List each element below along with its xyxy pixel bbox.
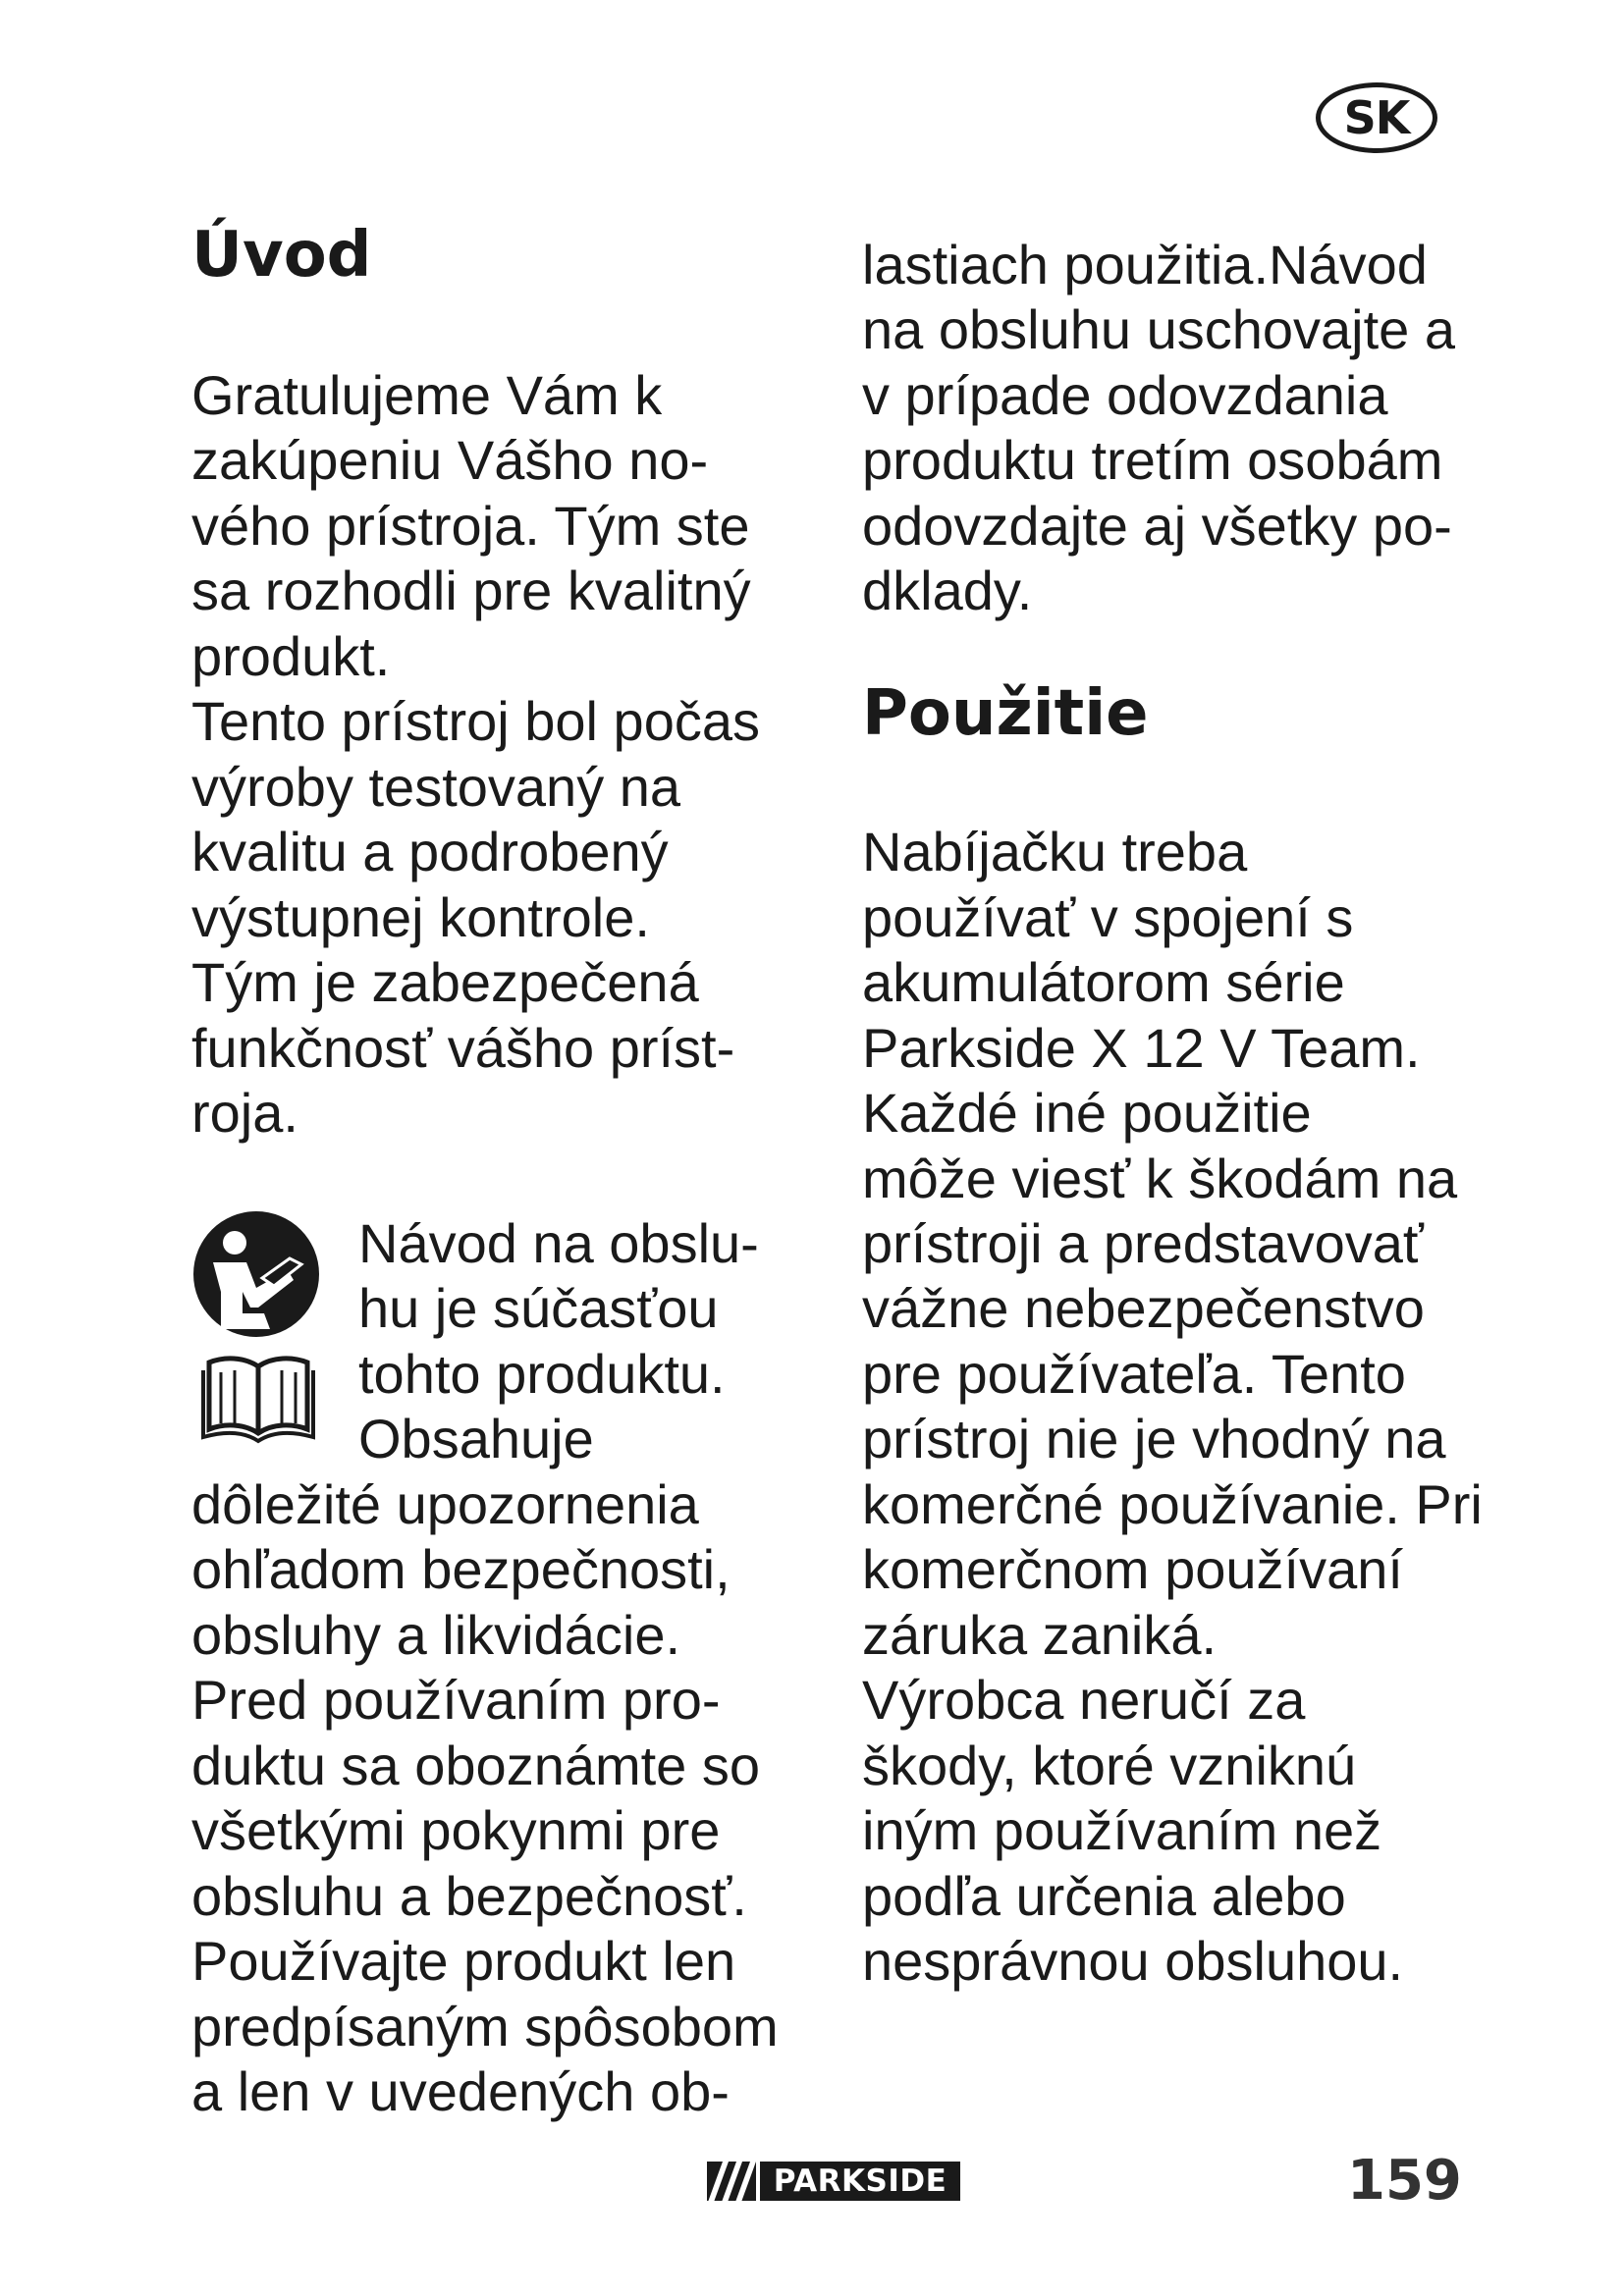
text-line: obsluhu a bezpečnosť.	[191, 1865, 747, 1927]
text-line: všetkými pokynmi pre	[191, 1799, 721, 1861]
text-line: dklady.	[862, 560, 1033, 621]
text-line: Každé iné použitie	[862, 1082, 1312, 1144]
text-line: môže viesť k škodám na	[862, 1148, 1458, 1209]
text-line: Nabíjačku treba	[862, 821, 1248, 882]
text-line: na obsluhu uschovajte a	[862, 298, 1455, 360]
text-line: lastiach použitia.Návod	[862, 234, 1428, 295]
text-line: podľa určenia alebo	[862, 1865, 1346, 1927]
text-line: obsluhy a likvidácie.	[191, 1604, 681, 1666]
text-line: Tento prístroj bol počas	[191, 690, 760, 752]
text-line: sa rozhodli pre kvalitný	[191, 560, 751, 621]
text-line: Výrobca neručí za	[862, 1669, 1306, 1731]
text-line: Gratulujeme Vám k	[191, 364, 663, 426]
text-line: komerčné používanie. Pri	[862, 1473, 1483, 1535]
text-line: vého prístroja. Tým ste	[191, 495, 750, 557]
text-line: ohľadom bezpečnosti,	[191, 1538, 731, 1600]
open-book-icon	[199, 1347, 317, 1445]
text-line: dôležité upozornenia	[191, 1473, 699, 1535]
text-line: a len v uvedených ob-	[191, 2060, 730, 2122]
text-line: hu je súčasťou	[358, 1277, 719, 1339]
text-line: akumulátorom série	[862, 951, 1345, 1013]
text-line: odovzdajte aj všetky po-	[862, 495, 1452, 557]
text-line: produktu tretím osobám	[862, 429, 1443, 491]
text-line: tohto produktu.	[358, 1343, 726, 1405]
text-line: Tým je zabezpečená	[191, 951, 699, 1013]
text-line: používať v spojení s	[862, 886, 1354, 948]
text-line: produkt.	[191, 625, 391, 687]
text-line: Návod na obslu-	[358, 1212, 759, 1274]
page-number: 159	[1347, 2149, 1462, 2213]
heading-usage: Použitie	[862, 677, 1149, 750]
text-line: nesprávnou obsluhou.	[862, 1930, 1404, 1992]
text-line: Pred používaním pro-	[191, 1669, 721, 1731]
language-badge: SK	[1316, 82, 1437, 153]
text-line: výroby testovaný na	[191, 756, 681, 818]
text-line: predpísaným spôsobom	[191, 1996, 779, 2057]
text-line: výstupnej kontrole.	[191, 886, 650, 948]
text-line: v prípade odovzdania	[862, 364, 1388, 426]
text-line: Parkside X 12 V Team.	[862, 1017, 1421, 1079]
heading-intro: Úvod	[191, 219, 372, 292]
text-line: funkčnosť vášho príst-	[191, 1017, 735, 1079]
text-line: roja.	[191, 1082, 298, 1144]
text-line: Používajte produkt len	[191, 1930, 736, 1992]
logo-stripes-icon	[707, 2162, 756, 2201]
text-line: prístroj nie je vhodný na	[862, 1408, 1446, 1469]
parkside-logo	[707, 2162, 960, 2201]
text-line: Obsahuje	[358, 1408, 594, 1469]
text-line: zakúpeniu Vášho no-	[191, 429, 709, 491]
text-line: kvalitu a podrobený	[191, 821, 669, 882]
text-line: vážne nebezpečenstvo	[862, 1277, 1425, 1339]
text-line: pre používateľa. Tento	[862, 1343, 1406, 1405]
logo-brand-text: PARKSIDE	[760, 2162, 960, 2201]
text-line: záruka zaniká.	[862, 1604, 1218, 1666]
text-line: duktu sa oboznámte so	[191, 1735, 761, 1796]
text-line: škody, ktoré vzniknú	[862, 1735, 1357, 1796]
text-line: iným používaním než	[862, 1799, 1382, 1861]
text-line: prístroji a predstavovať	[862, 1212, 1424, 1274]
text-line: komerčnom používaní	[862, 1538, 1403, 1600]
